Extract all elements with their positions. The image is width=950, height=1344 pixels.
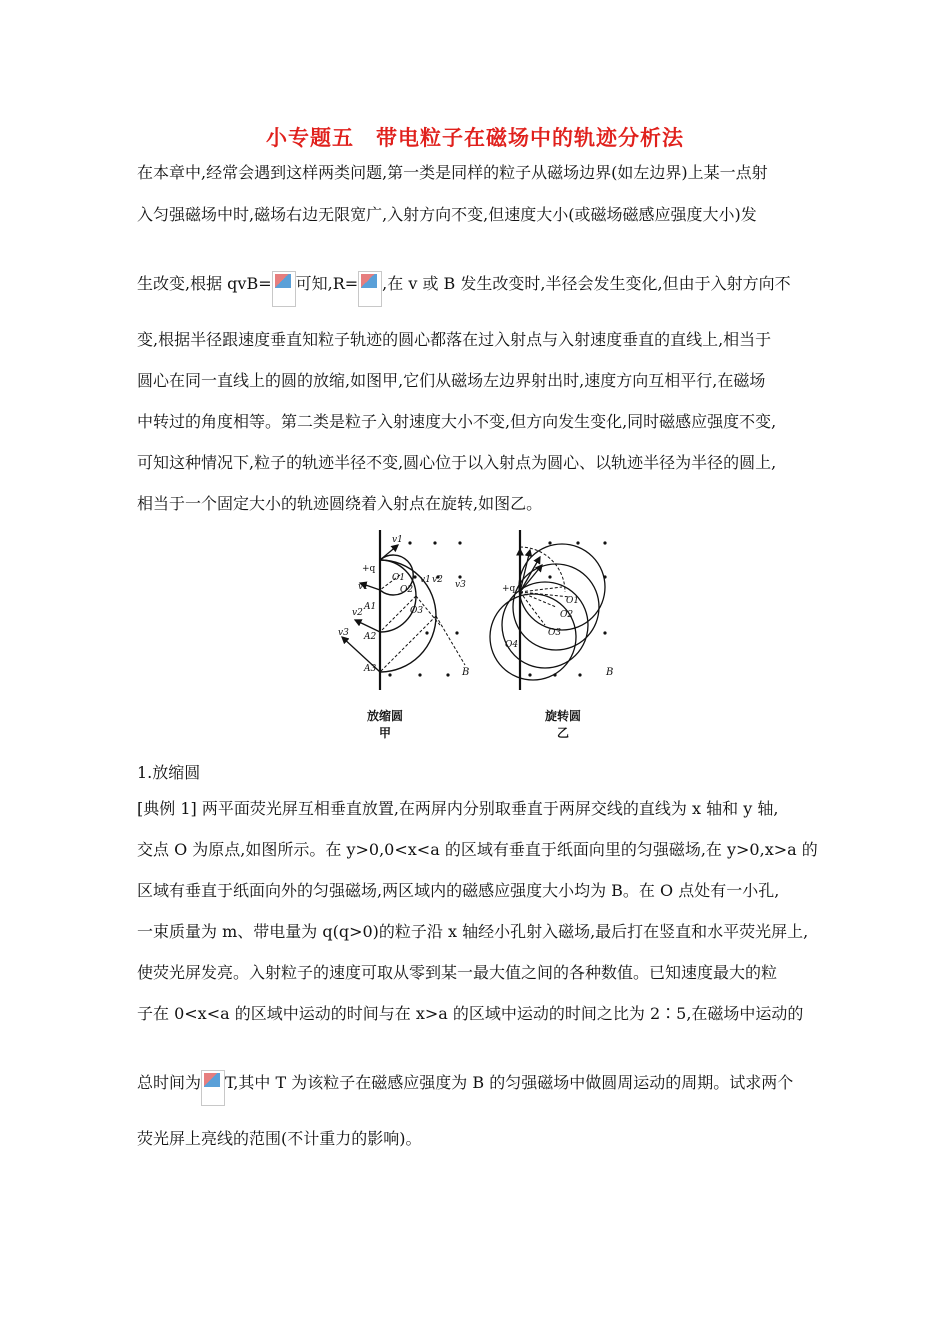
fig-left-O3: O3	[410, 606, 424, 616]
fig-left-v1: v1	[358, 582, 369, 592]
zoom-circle-figure	[338, 530, 469, 690]
page-title: 小专题五 带电粒子在磁场中的轨迹分析法	[266, 126, 684, 150]
fig-left-v2-right: v2	[432, 575, 443, 585]
example-line-7-part-a: 总时间为	[137, 1073, 202, 1092]
fig-left-v1-top: v1	[392, 535, 403, 545]
intro-line-3-part-c: ,在 v 或 B 发生改变时,半径会发生变化,但由于入射方向不	[382, 274, 791, 293]
example-line-8: 荧光屏上亮线的范围(不计重力的影响)。	[137, 1129, 422, 1148]
formula-image	[272, 271, 296, 307]
example-line-2: 交点 O 为原点,如图所示。在 y>0,0<x<a 的区域有垂直于纸面向里的匀强磁场,在 y>0,x>a 的	[137, 840, 818, 859]
example-line-1: [典例 1] 两平面荧光屏互相垂直放置,在两屏内分别取垂直于两屏交线的直线为 x 轴和 y 轴,	[137, 799, 779, 818]
formula-image	[201, 1070, 225, 1106]
intro-line-1: 在本章中,经常会遇到这样两类问题,第一类是同样的粒子从磁场边界(如左边界)上某一点射	[137, 163, 768, 182]
example-line-6: 子在 0<x<a 的区域中运动的时间与在 x>a 的区域中运动的时间之比为 2∶5,在磁场中运动的	[137, 1004, 804, 1023]
section-heading: 1.放缩圆	[137, 763, 201, 782]
caption-right-label: 乙	[556, 726, 569, 740]
trajectory-diagram	[330, 525, 630, 700]
fig-left-B: B	[462, 667, 470, 678]
intro-line-6: 中转过的角度相等。第二类是粒子入射速度大小不变,但方向发生变化,同时磁感应强度不变,	[137, 412, 777, 431]
fig-right-O3: O3	[548, 628, 562, 638]
example-line-3: 区域有垂直于纸面向外的匀强磁场,两区域内的磁感应强度大小均为 B。在 O 点处有一小孔,	[137, 881, 780, 900]
fig-left-O1: O1	[392, 573, 406, 583]
caption-right	[523, 707, 603, 741]
fig-left-v1-right: v1	[420, 575, 431, 585]
formula-image	[358, 271, 382, 307]
caption-left-title: 放缩圆	[366, 709, 403, 723]
example-line-4: 一束质量为 m、带电量为 q(q>0)的粒子沿 x 轴经小孔射入磁场,最后打在竖直和水平荧光屏上,	[137, 922, 809, 941]
intro-line-3	[137, 271, 791, 307]
trajectory-figure	[330, 525, 630, 755]
fig-right-O4: O4	[505, 640, 519, 650]
intro-line-3-part-b: 可知,R=	[295, 274, 359, 293]
fig-left-q: +q	[362, 564, 376, 574]
fig-left-A1: A1	[364, 602, 377, 612]
caption-left	[345, 707, 425, 741]
fig-left-v2: v2	[352, 608, 363, 618]
intro-line-2: 入匀强磁场中时,磁场右边无限宽广,入射方向不变,但速度大小(或磁场磁感应强度大小)发	[137, 205, 757, 224]
rotating-circle-figure	[490, 530, 613, 690]
fig-right-q: +q	[502, 584, 516, 594]
intro-line-5: 圆心在同一直线上的圆的放缩,如图甲,它们从磁场左边界射出时,速度方向互相平行,在磁场	[137, 371, 766, 390]
fig-left-A3: A3	[364, 664, 377, 674]
example-line-7-part-b: T,其中 T 为该粒子在磁感应强度为 B 的匀强磁场中做圆周运动的周期。试求两个	[225, 1073, 794, 1092]
fig-left-O2: O2	[400, 585, 414, 595]
caption-left-label: 甲	[378, 726, 391, 740]
example-line-7	[137, 1070, 793, 1106]
example-line-5: 使荧光屏发亮。入射粒子的速度可取从零到某一最大值之间的各种数值。已知速度最大的粒	[137, 963, 778, 982]
intro-line-3-part-a: 生改变,根据 qvB=	[137, 274, 272, 293]
fig-right-B: B	[606, 667, 614, 678]
fig-right-O2: O2	[560, 610, 574, 620]
fig-left-A2: A2	[364, 632, 377, 642]
intro-line-7: 可知这种情况下,粒子的轨迹半径不变,圆心位于以入射点为圆心、以轨迹半径为半径的圆上,	[137, 453, 777, 472]
fig-right-O1: O1	[566, 596, 580, 606]
fig-left-v3-right: v3	[455, 580, 466, 590]
intro-line-4: 变,根据半径跟速度垂直知粒子轨迹的圆心都落在过入射点与入射速度垂直的直线上,相当于	[137, 330, 772, 349]
intro-line-8: 相当于一个固定大小的轨迹圆绕着入射点在旋转,如图乙。	[137, 494, 543, 513]
caption-right-title: 旋转圆	[544, 709, 581, 723]
fig-left-v3: v3	[338, 628, 349, 638]
